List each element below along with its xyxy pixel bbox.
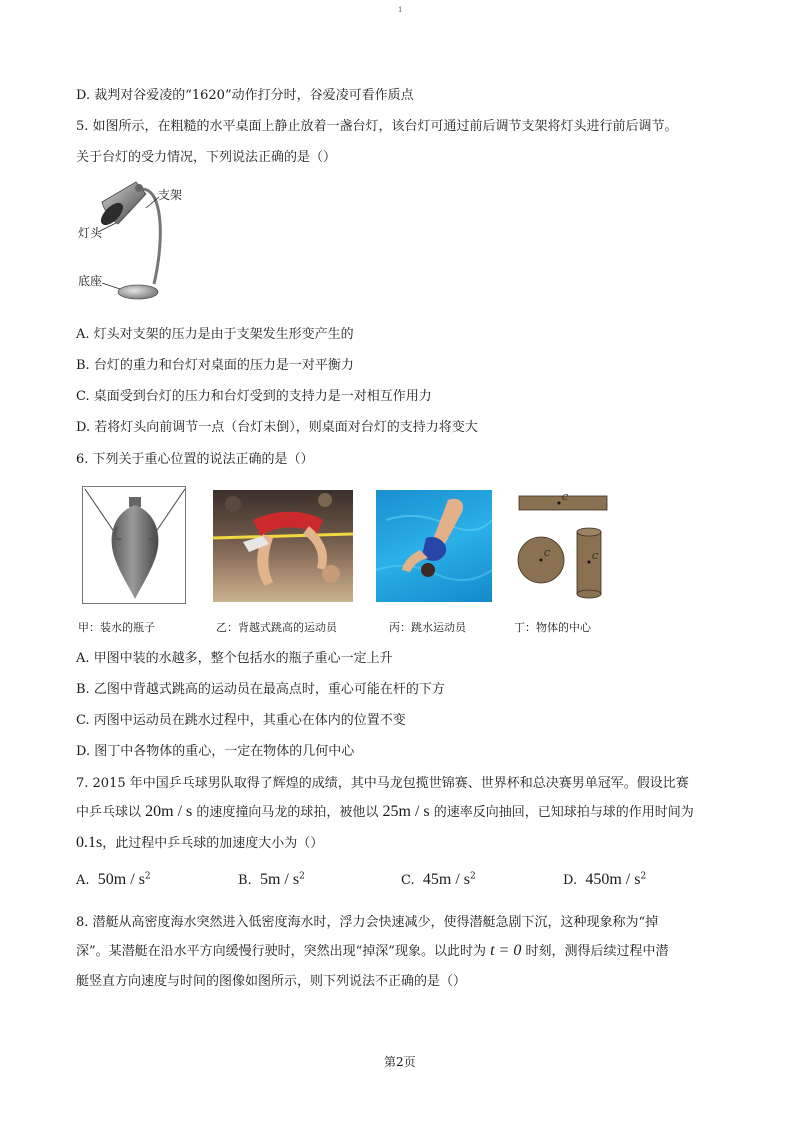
q5-stem-line2: 关于台灯的受力情况，下列说法正确的是（） xyxy=(76,150,337,165)
q7-option-c-letter: C. xyxy=(401,873,415,888)
q8-stem-line1: 8. 潜艇从高密度海水突然进入低密度海水时，浮力会快速减少，使得潜艇急剧下沉，这种现象称为“掉 xyxy=(76,915,659,930)
q7-option-c-value: 45m / s xyxy=(422,871,471,888)
q5-stem-line1: 5. 如图所示，在粗糙的水平桌面上静止放着一盏台灯，该台灯可通过前后调节支架将灯头进行前后调节。 xyxy=(76,119,678,134)
caption-high-jumper: 乙：背越式跳高的运动员 xyxy=(216,621,337,634)
caption-object-centers: 丁：物体的中心 xyxy=(514,621,591,634)
q7-line3-text: ，此过程中乒乓球的加速度大小为（） xyxy=(102,836,324,851)
q7-option-d xyxy=(563,871,646,889)
q6-figure-object-centers xyxy=(515,492,615,606)
q6-figure-high-jumper xyxy=(213,490,353,602)
lamp-label-head: 灯头 xyxy=(78,226,103,240)
q5-option-c: C. 桌面受到台灯的压力和台灯受到的支持力是一对相互作用力 xyxy=(76,389,432,404)
q7-option-b xyxy=(238,871,305,889)
q6-figure-diver xyxy=(376,490,492,602)
q5-option-d: D. 若将灯头向前调节一点（台灯未倒），则桌面对台灯的支持力将变大 xyxy=(76,420,478,435)
q7-option-c-sup: 2 xyxy=(470,871,476,882)
q7-return-speed: 25m / s xyxy=(382,803,430,820)
center-label-plank: C xyxy=(562,493,569,502)
q7-line2-text-a: 中乒乓球以 xyxy=(76,805,146,820)
q7-stem-line1: 7. 2015 年中国乒乓球男队取得了辉煌的成绩，其中马龙包揽世锦赛、世界杯和总决赛男单冠军。假设比赛 xyxy=(76,776,689,791)
q8-line2-text-b: 时刻，测得后续过程中潜 xyxy=(521,944,669,959)
lamp-label-bracket: 支架 xyxy=(158,188,183,202)
q7-option-a-sup: 2 xyxy=(144,871,151,882)
q7-option-a-value: 50m / s xyxy=(97,871,145,888)
q7-stem-line2 xyxy=(76,801,694,821)
center-label-cylinder: C xyxy=(592,552,599,561)
q7-option-d-sup: 2 xyxy=(640,871,647,882)
desk-lamp-icon xyxy=(76,172,216,312)
q6-stem: 6. 下列关于重心位置的说法正确的是（） xyxy=(76,452,314,467)
high-jump-athlete-icon xyxy=(213,490,353,602)
q7-option-d-letter: D. xyxy=(563,873,578,888)
q7-stem-line3 xyxy=(76,832,323,852)
q7-contact-time: 0.1s xyxy=(76,834,103,851)
q8-line2-text-a: 深”。某潜艇在沿水平方向缓慢行驶时，突然出现“掉深”现象。以此时为 xyxy=(76,944,491,959)
q7-line2-text-c: 的速率反向抽回，已知球拍与球的作用时间为 xyxy=(429,805,694,820)
q7-initial-speed: 20m / s xyxy=(145,803,193,820)
q8-stem-line2 xyxy=(76,940,668,960)
q7-option-b-sup: 2 xyxy=(299,871,305,882)
q6-option-d: D. 图丁中各物体的重心，一定在物体的几何中心 xyxy=(76,744,355,759)
lamp-label-base: 底座 xyxy=(78,274,103,288)
center-label-disc: C xyxy=(544,549,551,558)
q5-lamp-figure xyxy=(76,172,216,312)
diver-athlete-icon xyxy=(376,490,492,602)
q6-figure-bottle xyxy=(82,486,186,604)
q6-option-c: C. 丙图中运动员在跳水过程中，其重心在体内的位置不变 xyxy=(76,713,406,728)
page-top-mark: 1 xyxy=(398,6,403,14)
q5-option-b: B. 台灯的重力和台灯对桌面的压力是一对平衡力 xyxy=(76,358,354,373)
q7-option-a xyxy=(76,871,151,889)
q6-option-b: B. 乙图中背越式跳高的运动员在最高点时，重心可能在杆的下方 xyxy=(76,682,445,697)
q7-option-b-value: 5m / s xyxy=(259,871,300,888)
q4-option-d: D. 裁判对谷爱凌的“1620”动作打分时，谷爱凌可看作质点 xyxy=(76,88,414,103)
q8-t-zero: t = 0 xyxy=(490,942,522,959)
q6-option-a: A. 甲图中装的水越多，整个包括水的瓶子重心一定上升 xyxy=(76,651,393,666)
caption-diver: 丙：跳水运动员 xyxy=(389,621,466,634)
q7-option-a-letter: A. xyxy=(76,873,90,888)
q7-option-d-value: 450m / s xyxy=(585,871,641,888)
amphora-bottle-icon xyxy=(83,487,187,605)
q7-line2-text-b: 的速度撞向马龙的球拍，被他以 xyxy=(192,805,383,820)
q7-option-b-letter: B. xyxy=(238,873,252,888)
page-number: 第2页 xyxy=(384,1055,416,1069)
caption-bottle: 甲：装水的瓶子 xyxy=(78,621,155,634)
geometric-objects-icon xyxy=(515,492,615,606)
q7-option-c xyxy=(401,871,476,889)
q5-option-a: A. 灯头对支架的压力是由于支架发生形变产生的 xyxy=(76,327,354,342)
q8-stem-line3: 艇竖直方向速度与时间的图像如图所示，则下列说法不正确的是（） xyxy=(76,974,467,989)
